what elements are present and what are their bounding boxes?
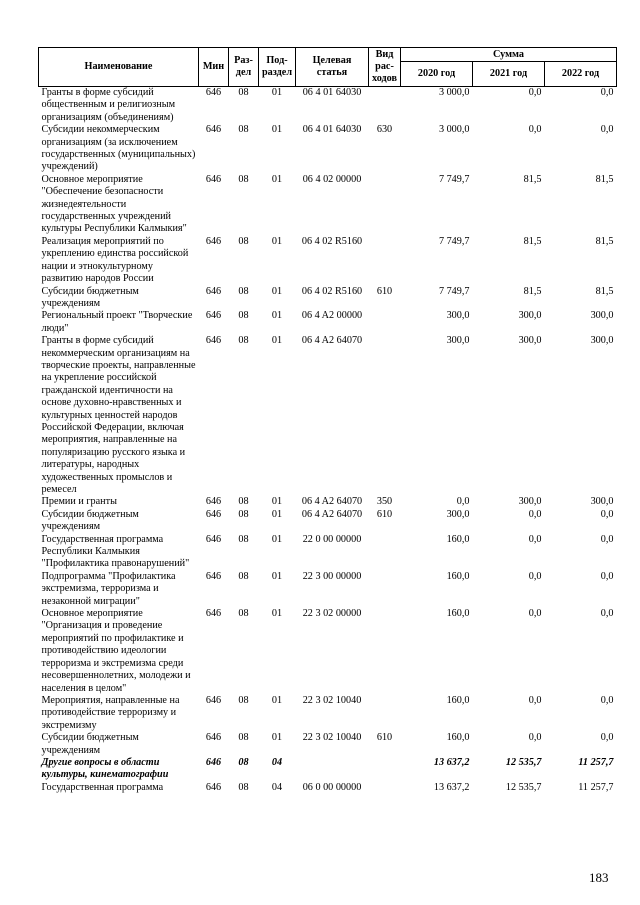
row-target-article: 22 0 00 00000 [302,533,362,545]
row-amount-2022: 0,0 [600,732,614,744]
row-amount-2022: 11 257,7 [578,781,614,793]
row-amount-2021: 81,5 [523,173,542,185]
row-amount-2020: 160,0 [446,732,470,744]
row-podrazdel: 01 [271,173,283,185]
row-razdel: 08 [238,756,249,768]
row-razdel: 08 [238,533,249,545]
table-row [39,732,617,757]
row-amount-2021: 0,0 [528,570,542,582]
row-target-article: 22 3 02 10040 [302,694,362,706]
row-min: 646 [205,310,222,322]
table-row [39,174,617,236]
row-min: 646 [205,124,222,136]
row-target-article: 06 0 00 00000 [302,781,362,793]
row-min: 646 [205,781,222,793]
row-name: Государственная программа Республики Калмыкия "Профилактика правонарушений" [41,533,190,570]
header-razdel: Раз- дел [229,48,259,87]
row-podrazdel: 01 [271,732,283,744]
row-podrazdel: 01 [271,508,283,520]
row-min: 646 [205,173,222,185]
row-podrazdel: 01 [271,124,283,136]
table-row [39,124,617,174]
budget-table [38,47,617,794]
row-amount-2020: 300,0 [446,508,470,520]
row-amount-2021: 81,5 [523,235,542,247]
row-name: Другие вопросы в области культуры, кинематографии [41,756,169,781]
row-razdel: 08 [238,310,249,322]
row-amount-2022: 0,0 [600,87,614,98]
row-podrazdel: 01 [271,496,283,508]
row-min: 646 [205,285,222,297]
row-amount-2022: 300,0 [590,496,614,508]
row-amount-2020: 13 637,2 [433,781,470,793]
row-min: 646 [205,496,222,508]
row-min: 646 [205,608,222,620]
row-expense-type [369,236,401,286]
row-amount-2021: 300,0 [518,335,542,347]
row-razdel: 08 [238,508,249,520]
row-amount-2022: 0,0 [600,694,614,706]
row-amount-2022: 300,0 [590,310,614,322]
row-target-article: 06 4 A2 64070 [301,508,363,520]
row-target-article: 06 4 02 R5160 [301,235,363,247]
table-row [39,782,617,794]
header-min: Мин [199,48,229,87]
row-podrazdel: 01 [271,694,283,706]
row-razdel: 08 [238,694,249,706]
row-amount-2020: 300,0 [446,335,470,347]
table-row [39,608,617,695]
header-name: Наименование [39,48,199,87]
row-name: Подпрограмма "Профилактика экстремизма, терроризма и незаконной миграции" [41,570,176,607]
row-name: Гранты в форме субсидий некоммерческим организациям на творческие проекты, направленные на укрепление российской гражданской идентичности на основе духовно-нравственных и культурных ценностей народов Российской Федерации, включая мероприятия, направленные на популяризацию русского языка и литературы, народных художественных промыслов и ремесел [41,335,196,495]
header-vid: Вид рас- ходов [369,48,401,87]
row-amount-2020: 0,0 [456,496,470,508]
table-row [39,310,617,335]
row-amount-2020: 7 749,7 [438,173,470,185]
row-razdel: 08 [238,124,249,136]
budget-table-container [38,47,616,794]
row-expense-type [369,608,401,695]
row-min: 646 [205,533,222,545]
row-razdel: 08 [238,608,249,620]
row-expense-type: 630 [376,124,393,136]
row-podrazdel: 04 [271,756,283,768]
row-target-article: 06 4 A2 64070 [301,335,363,347]
row-amount-2021: 0,0 [528,533,542,545]
row-min: 646 [205,570,222,582]
row-target-article: 06 4 A2 64070 [301,496,363,508]
row-amount-2022: 81,5 [595,173,614,185]
table-row [39,286,617,311]
row-min: 646 [205,335,222,347]
row-amount-2021: 0,0 [528,508,542,520]
row-name: Основное мероприятие "Обеспечение безопасности жизнедеятельности государственных учреждений культуры Республики Калмыкия" [41,173,187,235]
row-amount-2021: 0,0 [528,87,542,98]
row-expense-type [369,534,401,571]
row-name: Субсидии бюджетным учреждениям [41,732,139,756]
row-amount-2020: 160,0 [446,533,470,545]
row-razdel: 08 [238,781,249,793]
row-target-article: 06 4 02 00000 [302,173,362,185]
row-razdel: 08 [238,570,249,582]
row-podrazdel: 01 [271,285,283,297]
row-amount-2021: 0,0 [528,694,542,706]
row-amount-2020: 7 749,7 [438,235,470,247]
row-expense-type [369,782,401,794]
row-amount-2021: 12 535,7 [505,756,542,768]
row-amount-2022: 11 257,7 [578,756,614,768]
row-min: 646 [205,756,222,768]
row-podrazdel: 01 [271,533,283,545]
row-target-article: 22 3 02 00000 [302,608,362,620]
table-row [39,496,617,508]
table-row [39,695,617,732]
row-name: Мероприятия, направленные на противодействие терроризму и экстремизму [41,694,180,731]
row-podrazdel: 01 [271,87,283,98]
row-name: Реализация мероприятий по укреплению единства российской нации и этнокультурному развитию народов России [41,235,189,285]
row-expense-type [369,310,401,335]
row-amount-2022: 300,0 [590,335,614,347]
row-amount-2020: 3 000,0 [438,87,470,98]
page-number: 183 [589,870,609,885]
row-amount-2022: 0,0 [600,533,614,545]
row-amount-2020: 7 749,7 [438,285,470,297]
row-expense-type: 610 [376,285,393,297]
row-amount-2020: 300,0 [446,310,470,322]
row-name: Основное мероприятие "Организация и проведение мероприятий по профилактике и противодействию идеологии терроризма и экстремизма среди несовершеннолетних, молодежи и населения в целом" [41,608,191,694]
header-year-2021: 2021 год [473,62,545,87]
row-name: Гранты в форме субсидий общественным и религиозным организациям (объединениям) [41,87,176,123]
row-amount-2021: 12 535,7 [505,781,542,793]
row-amount-2021: 300,0 [518,496,542,508]
row-amount-2021: 81,5 [523,285,542,297]
row-amount-2021: 0,0 [528,732,542,744]
table-header [39,48,617,87]
row-razdel: 08 [238,335,249,347]
row-amount-2022: 81,5 [595,285,614,297]
row-name: Премии и гранты [41,496,117,508]
row-name: Субсидии некоммерческим организациям (за исключением государственных (муниципальных) учреждений) [41,124,196,173]
header-sum: Сумма [401,48,617,62]
row-amount-2022: 0,0 [600,124,614,136]
table-row [39,534,617,571]
row-razdel: 08 [238,496,249,508]
row-amount-2020: 13 637,2 [433,756,470,768]
header-year-2022: 2022 год [545,62,617,87]
row-expense-type [369,757,401,782]
row-name: Субсидии бюджетным учреждениям [41,285,139,309]
row-razdel: 08 [238,235,249,247]
row-min: 646 [205,694,222,706]
row-expense-type [369,87,401,125]
row-expense-type: 350 [376,496,393,508]
row-expense-type: 610 [376,732,393,744]
row-razdel: 08 [238,87,249,98]
table-row [39,236,617,286]
row-podrazdel: 01 [271,235,283,247]
row-target-article: 22 3 02 10040 [302,732,362,744]
table-row [39,335,617,496]
row-expense-type [369,335,401,496]
header-target: Целевая статья [296,48,369,87]
row-expense-type: 610 [376,508,393,520]
row-amount-2020: 160,0 [446,570,470,582]
header-podrazdel: Под- раздел [259,48,296,87]
row-name: Государственная программа [41,781,164,793]
row-target-article: 06 4 A2 00000 [301,310,363,322]
row-target-article [296,757,369,782]
row-name: Субсидии бюджетным учреждениям [41,508,139,533]
row-min: 646 [205,235,222,247]
row-min: 646 [205,87,222,98]
row-expense-type [369,571,401,608]
row-razdel: 08 [238,173,249,185]
table-row [39,571,617,608]
row-target-article: 06 4 01 64030 [302,87,362,98]
row-podrazdel: 04 [271,781,283,793]
row-amount-2022: 0,0 [600,570,614,582]
table-row [39,87,617,125]
row-target-article: 06 4 02 R5160 [301,285,363,297]
row-amount-2022: 0,0 [600,508,614,520]
row-expense-type [369,174,401,236]
row-expense-type [369,695,401,732]
row-amount-2021: 0,0 [528,608,542,620]
row-min: 646 [205,732,222,744]
row-amount-2021: 300,0 [518,310,542,322]
row-amount-2020: 3 000,0 [438,124,470,136]
row-razdel: 08 [238,732,249,744]
row-razdel: 08 [238,285,249,297]
table-row [39,509,617,534]
row-amount-2020: 160,0 [446,608,470,620]
row-amount-2021: 0,0 [528,124,542,136]
row-amount-2020: 160,0 [446,694,470,706]
table-row [39,757,617,782]
row-amount-2022: 81,5 [595,235,614,247]
row-name: Региональный проект "Творческие люди" [41,310,193,334]
row-podrazdel: 01 [271,570,283,582]
row-amount-2022: 0,0 [600,608,614,620]
row-min: 646 [205,508,222,520]
row-target-article: 22 3 00 00000 [302,570,362,582]
table-body [39,87,617,795]
row-target-article: 06 4 01 64030 [302,124,362,136]
row-podrazdel: 01 [271,608,283,620]
row-podrazdel: 01 [271,335,283,347]
header-year-2020: 2020 год [401,62,473,87]
row-podrazdel: 01 [271,310,283,322]
